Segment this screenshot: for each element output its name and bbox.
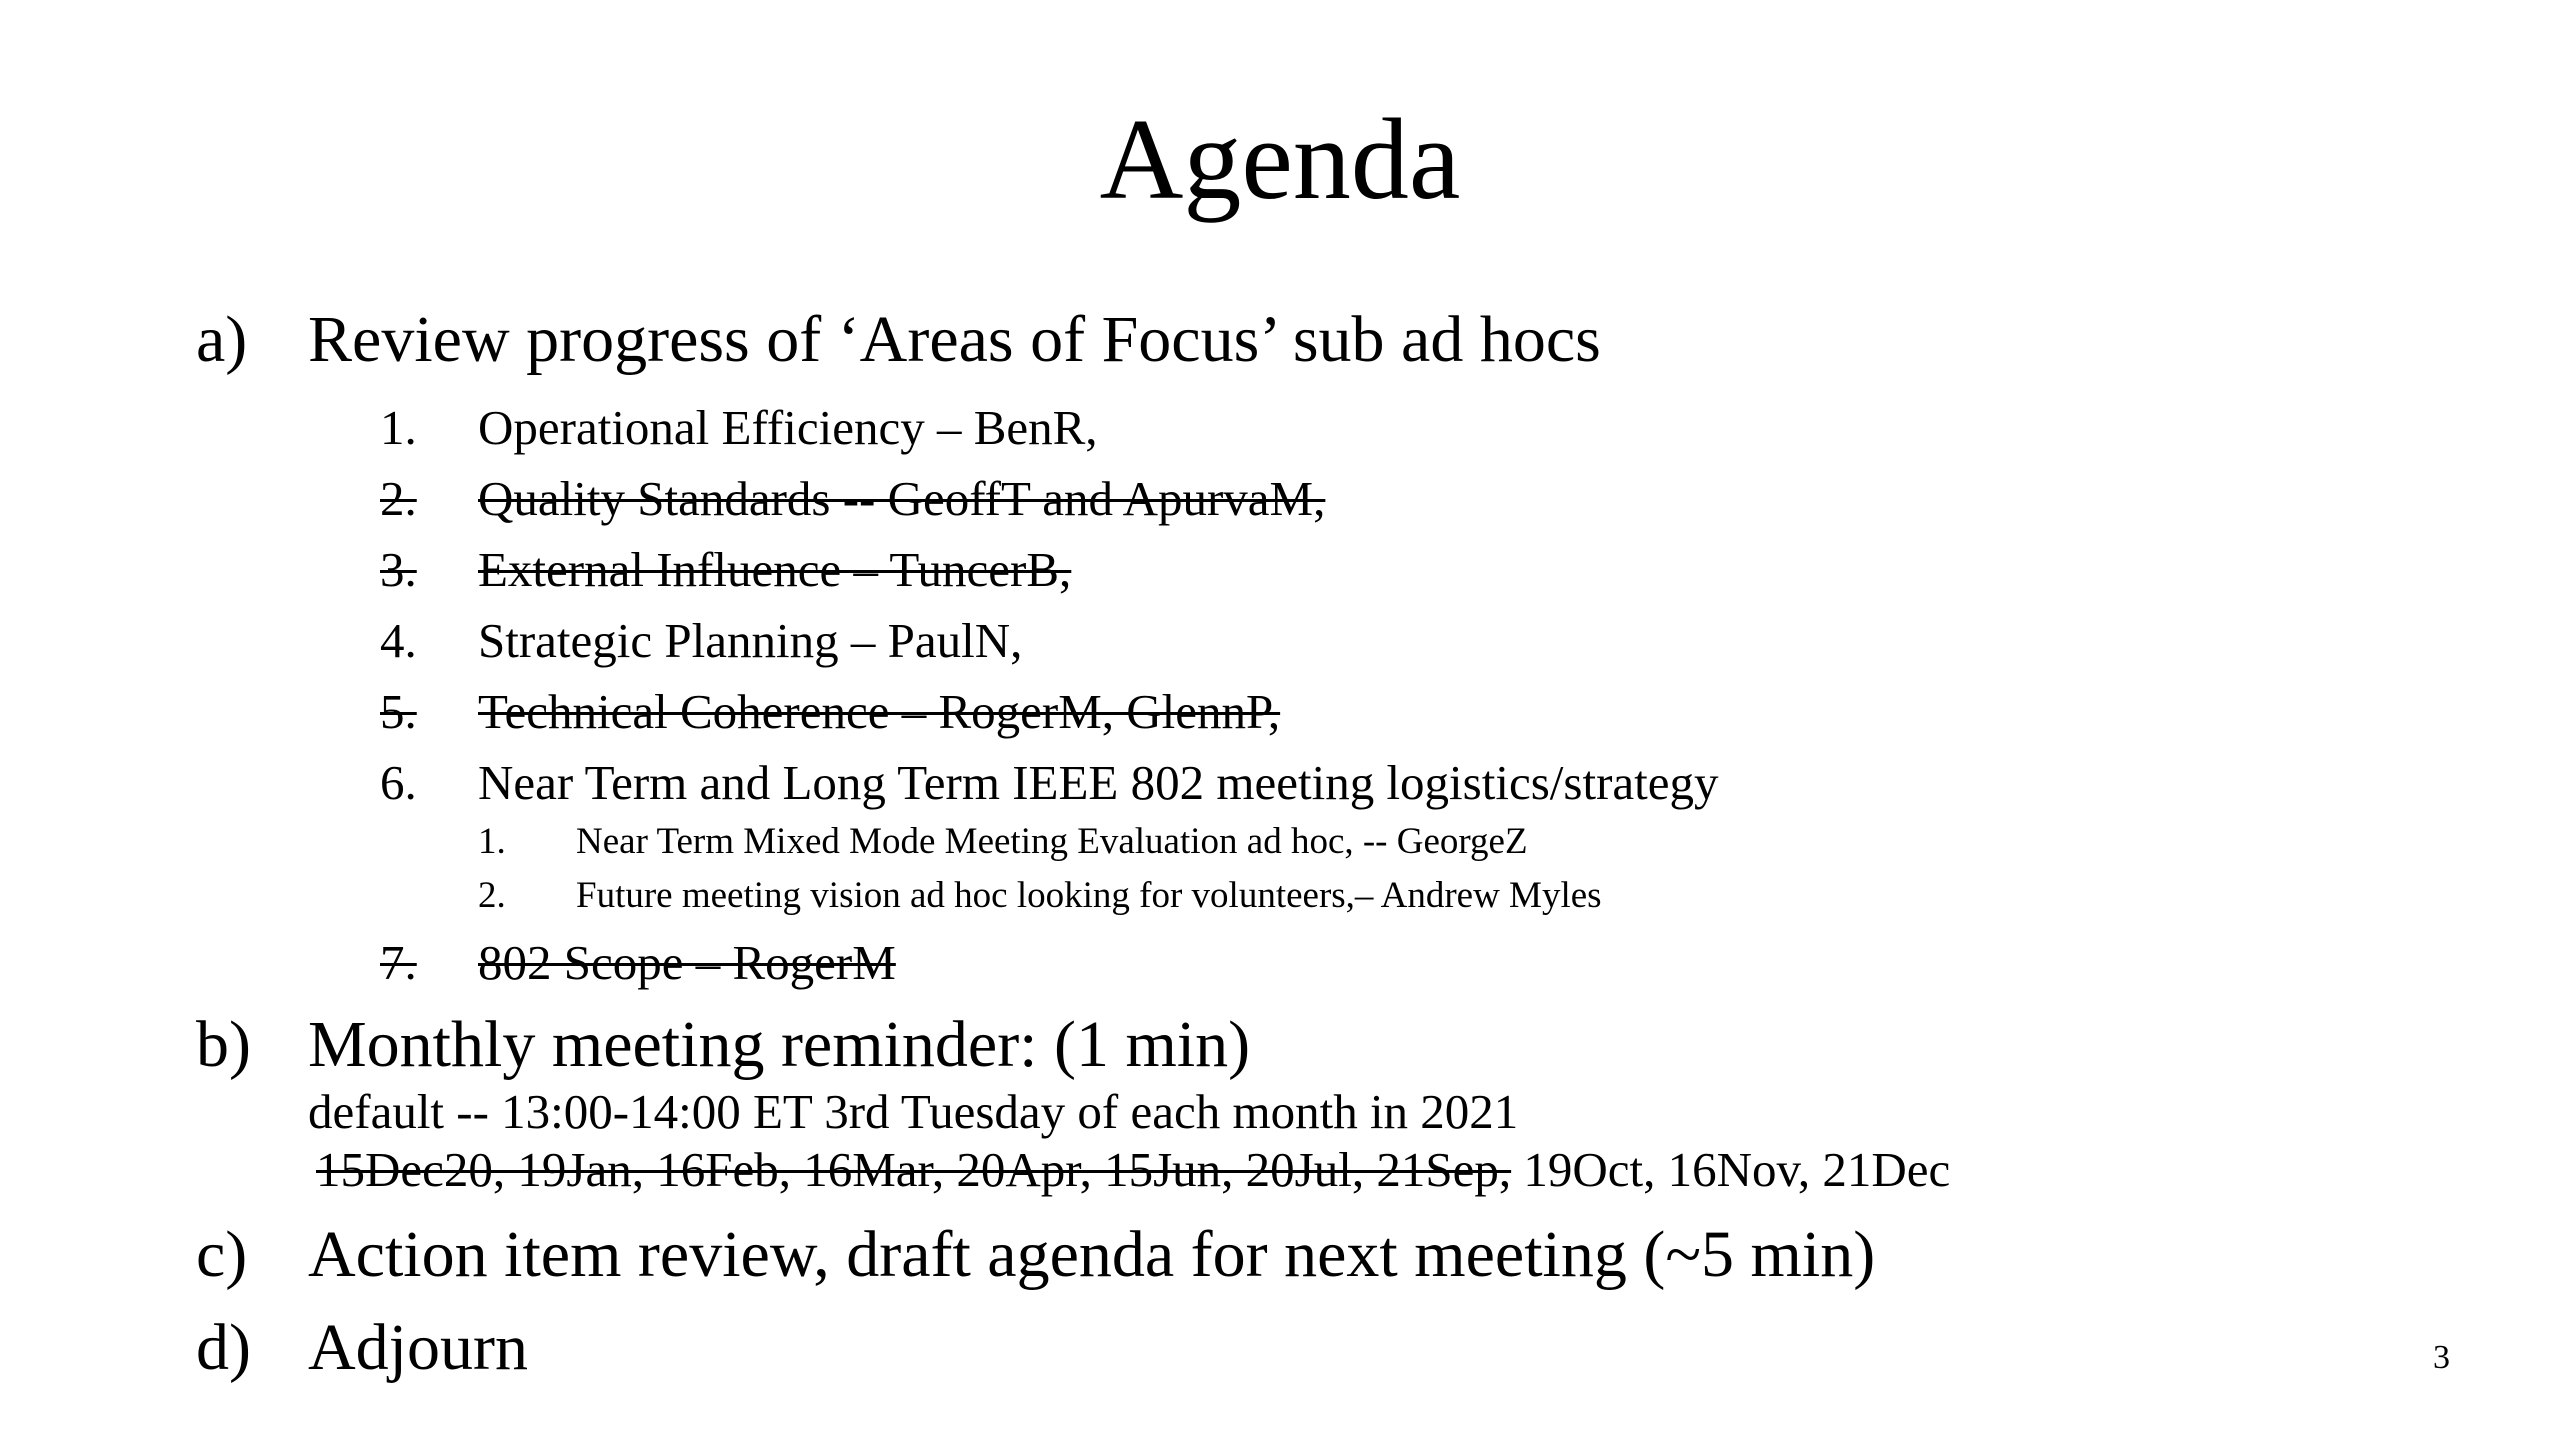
agenda-item-marker: b) xyxy=(196,1008,251,1081)
sub-sub-item-text: Near Term Mixed Mode Meeting Evaluation ad hoc, -- GeorgeZ xyxy=(576,821,1528,862)
sub-item-number: 6. xyxy=(380,755,417,810)
meeting-default-line: default -- 13:00-14:00 ET 3rd Tuesday of each month in 2021 xyxy=(308,1084,1519,1139)
slide-title: Agenda xyxy=(1099,96,1461,224)
sub-item-number: 7. xyxy=(380,935,417,990)
agenda-item-text: Review progress of ‘Areas of Focus’ sub ad hocs xyxy=(308,303,1601,376)
page-number: 3 xyxy=(2433,1339,2450,1376)
sub-item-number: 1. xyxy=(380,400,417,455)
sub-item-text: Strategic Planning – PaulN, xyxy=(478,613,1023,668)
sub-item-text: Technical Coherence – RogerM, GlennP, xyxy=(478,684,1281,739)
sub-sub-item-number: 1. xyxy=(478,821,506,862)
agenda-item-text: Monthly meeting reminder: (1 min) xyxy=(308,1008,1251,1081)
sub-item-text: Operational Efficiency – BenR, xyxy=(478,400,1098,455)
sub-item-text: 802 Scope – RogerM xyxy=(478,935,896,990)
sub-item-text: Quality Standards -- GeoffT and ApurvaM, xyxy=(478,471,1326,526)
sub-item-text: Near Term and Long Term IEEE 802 meeting logistics/strategy xyxy=(478,755,1719,810)
agenda-item-text: Action item review, draft agenda for next meeting (~5 min) xyxy=(308,1218,1876,1291)
sub-sub-item-number: 2. xyxy=(478,875,506,916)
agenda-item-marker: a) xyxy=(196,303,248,376)
sub-item-number: 5. xyxy=(380,684,417,739)
agenda-item-marker: d) xyxy=(196,1311,251,1384)
sub-item-number: 3. xyxy=(380,542,417,597)
meeting-dates-line xyxy=(316,1140,1950,1200)
sub-item-number: 2. xyxy=(380,471,417,526)
sub-item-number: 4. xyxy=(380,613,417,668)
agenda-item-text: Adjourn xyxy=(308,1311,528,1384)
past-meeting-dates: 15Dec20, 19Jan, 16Feb, 16Mar, 20Apr, 15Jun, 20Jul, 21Sep, xyxy=(316,1142,1512,1197)
sub-sub-item-text: Future meeting vision ad hoc looking for volunteers,– Andrew Myles xyxy=(576,875,1602,916)
sub-item-text: External Influence – TuncerB, xyxy=(478,542,1072,597)
upcoming-meeting-dates: 19Oct, 16Nov, 21Dec xyxy=(1511,1142,1951,1197)
agenda-item-marker: c) xyxy=(196,1218,248,1291)
